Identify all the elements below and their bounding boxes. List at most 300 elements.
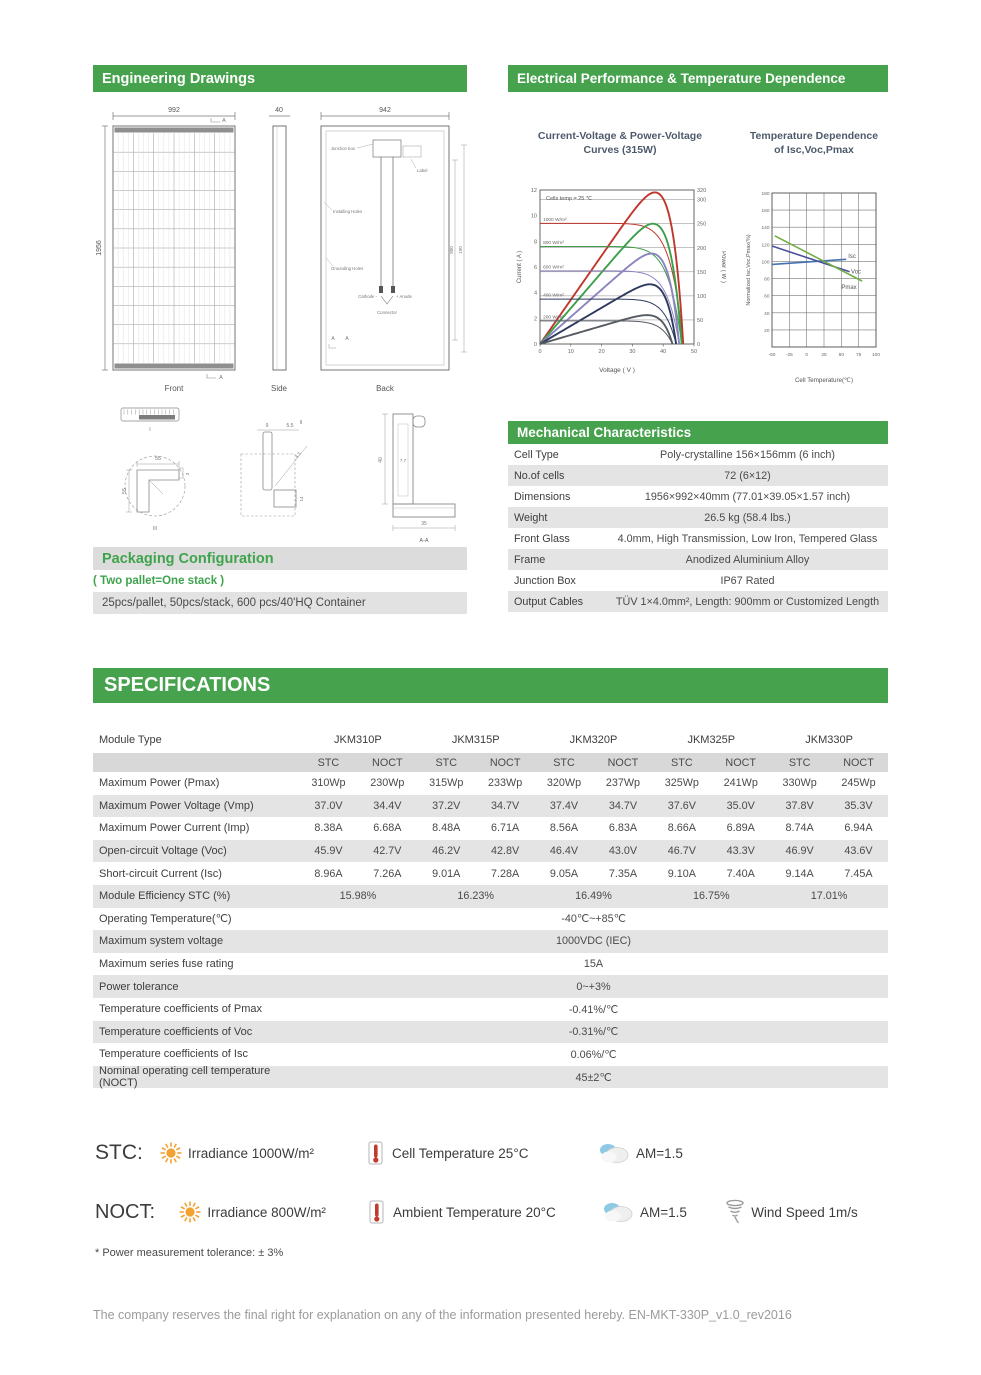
value-group — [770, 845, 888, 857]
model-value: 15.98% — [339, 890, 377, 903]
condition-header-noct: NOCT — [372, 756, 403, 769]
mech-row-label: Cell Type — [514, 448, 559, 461]
condition-row-noct — [95, 1199, 890, 1225]
mech-row-label: Output Cables — [514, 595, 584, 608]
junction-box-shape — [373, 140, 401, 157]
condition-item — [365, 1140, 597, 1166]
condition-item — [366, 1199, 601, 1225]
spec-row — [93, 840, 888, 863]
temp-x-tick: -25 — [785, 353, 793, 358]
temp-x-tick: 25 — [821, 353, 827, 358]
mech-row-label: Frame — [514, 553, 546, 566]
spec-row-label: Nominal operating cell temperature (NOCT) — [99, 1065, 271, 1090]
noct-value: 35.3V — [844, 799, 873, 812]
footer-text: The company reserves the final right for explanation on any of the information presented hereby. EN-MKT-330P_v1.0_rev2016 — [93, 1308, 792, 1322]
noct-value: 35.0V — [726, 799, 755, 812]
value-group — [652, 800, 770, 812]
condition-group — [417, 757, 535, 769]
shared-value: 1000VDC (IEC) — [555, 935, 631, 948]
spec-subheader-row — [93, 753, 888, 772]
mech-row — [508, 486, 888, 507]
iv-right-tick: 300 — [697, 197, 707, 204]
iv-x-tick: 20 — [598, 349, 605, 355]
stc-value: 315Wp — [429, 777, 464, 790]
front-width-dim: 992 — [168, 107, 180, 114]
mech-row-label: Weight — [514, 511, 548, 524]
iv-series-label: 1000 W/m² — [543, 217, 567, 223]
spec-header-models — [299, 727, 888, 753]
iv-left-tick: 4 — [533, 290, 537, 297]
corner-dim-small: 3 — [185, 472, 190, 476]
temp-y-tick: 60 — [764, 294, 770, 300]
stc-value: 46.4V — [549, 845, 579, 858]
temp-x-tick: 75 — [855, 353, 862, 358]
condition-item-text: AM=1.5 — [640, 1204, 687, 1220]
cross-dim-3: 4.3 — [293, 451, 302, 460]
stc-value: 9.10A — [667, 867, 696, 880]
value-group — [535, 822, 653, 834]
stc-value: 9.01A — [432, 867, 461, 880]
svg-rect — [379, 286, 383, 293]
value-group — [652, 777, 770, 789]
thermometer-icon — [365, 1140, 387, 1166]
stc-value: 8.48A — [432, 822, 461, 835]
iv-ylabel-left: Current ( A ) — [517, 250, 523, 284]
model-value: 16.23% — [457, 890, 494, 903]
mech-row-value: IP67 Rated — [720, 574, 775, 587]
spec-row — [93, 772, 888, 795]
temp-x-tick: -50 — [768, 353, 776, 358]
iv-xlabel: Voltage ( V ) — [599, 367, 635, 374]
noct-value: 7.26A — [373, 867, 402, 880]
grounding-holes-label: Grounding Holes — [331, 266, 364, 271]
spec-row-values — [299, 1021, 888, 1044]
shared-value: 0.06%/℃ — [570, 1048, 617, 1061]
condition-row-stc — [95, 1140, 890, 1166]
drawing-line — [326, 258, 333, 266]
iv-x-tick: 10 — [567, 349, 574, 355]
mech-row — [508, 549, 888, 570]
profile-dim-height: 40 — [378, 457, 384, 463]
iv-right-tick: 200 — [697, 245, 707, 252]
temp-ylabel: Normalized Isc,Voc,Pmax(%) — [746, 234, 752, 306]
stc-value: 330Wp — [782, 777, 817, 790]
noct-value: 42.8V — [491, 845, 520, 858]
stc-value: 8.56A — [549, 822, 579, 835]
condition-header-stc: STC — [671, 756, 693, 769]
value-group — [535, 868, 653, 880]
iv-right-tick: 100 — [697, 293, 707, 300]
cross-mark: II — [299, 420, 303, 426]
spec-row-label: Maximum series fuse rating — [99, 958, 234, 971]
section-header-specifications: SPECIFICATIONS — [93, 668, 888, 703]
svg-path — [211, 118, 220, 122]
mech-row — [508, 444, 888, 465]
svg-rect — [413, 416, 425, 427]
spec-row-label: Operating Temperature(℃) — [99, 913, 232, 926]
condition-header-stc: STC — [435, 756, 458, 769]
label-shape — [403, 146, 421, 157]
conditions-section — [95, 1140, 890, 1259]
noct-value: 34.4V — [373, 799, 402, 812]
noct-value: 43.6V — [844, 845, 873, 858]
packaging-section — [93, 547, 467, 614]
specifications-table — [93, 727, 888, 1088]
iv-chart-title — [514, 129, 726, 157]
value-group — [535, 845, 653, 857]
condition-item — [597, 1141, 747, 1165]
stc-value: 8.74A — [785, 822, 814, 835]
mechanical-section — [508, 421, 888, 612]
drawing-line — [357, 144, 373, 148]
condition-item-text: Irradiance 1000W/m² — [188, 1145, 315, 1161]
spec-row — [93, 795, 888, 818]
stc-value: 37.6V — [667, 799, 696, 812]
conditions-rows — [95, 1140, 890, 1225]
value-group — [770, 800, 888, 812]
back-dim-inner: 800 — [449, 246, 454, 254]
junction-box-label: Junction box — [330, 146, 355, 151]
condition-header-stc: STC — [788, 756, 811, 769]
corner-shape — [137, 470, 179, 512]
noct-value: 7.45A — [844, 867, 873, 880]
spec-row — [93, 908, 888, 931]
front-height-dim: 1956 — [96, 240, 103, 256]
value-group — [299, 822, 417, 834]
spec-row-label: Power tolerance — [99, 980, 179, 993]
value-group — [652, 822, 770, 834]
tolerance-note: * Power measurement tolerance: ± 3% — [95, 1247, 284, 1259]
svg-rect — [274, 490, 296, 507]
condition-group — [535, 757, 653, 769]
tornado-icon — [724, 1199, 746, 1225]
corner-dim-top: 55 — [154, 456, 162, 462]
engineering-details-figure — [93, 398, 467, 546]
iv-left-tick: 12 — [530, 188, 537, 194]
shared-value: 0~+3% — [576, 980, 611, 993]
temp-y-tick: 180 — [761, 192, 770, 197]
spec-row-values — [299, 953, 888, 976]
stc-value: 9.05A — [549, 867, 579, 880]
stc-value: 310Wp — [311, 777, 346, 790]
condition-item — [178, 1200, 366, 1224]
iv-left-tick: 6 — [533, 265, 537, 271]
condition-group — [299, 757, 417, 769]
svg-line — [149, 480, 163, 494]
back-section-mark-1: A — [331, 336, 335, 342]
value-group — [417, 868, 535, 880]
condition-header-stc: STC — [317, 756, 340, 769]
condition-header-stc: STC — [553, 756, 575, 769]
noct-value: 7.28A — [491, 867, 520, 880]
section-header-packaging: Packaging Configuration — [93, 547, 467, 570]
spec-row — [93, 885, 888, 908]
corner-mark: III — [152, 526, 158, 532]
model-value: 16.49% — [575, 890, 612, 903]
packaging-value: 25pcs/pallet, 50pcs/stack, 600 pcs/40'HQ Container — [93, 592, 467, 614]
condition-header-noct: NOCT — [725, 756, 757, 769]
label-label: Label — [417, 168, 428, 173]
iv-right-tick: 320 — [697, 188, 707, 194]
spec-subheader-cells — [299, 753, 888, 772]
model-name: JKM325P — [687, 734, 736, 746]
value-group — [417, 822, 535, 834]
section-header-mechanical: Mechanical Characteristics — [508, 421, 888, 444]
stc-value: 8.66A — [667, 822, 696, 835]
temp-series-isc — [772, 259, 846, 264]
engineering-drawings-figure — [93, 100, 467, 394]
noct-value: 6.71A — [491, 822, 520, 835]
temp-y-tick: 160 — [761, 209, 770, 215]
stc-value: 8.38A — [314, 822, 343, 835]
value-group — [417, 800, 535, 812]
mech-row-label: No.of cells — [514, 469, 565, 482]
profile-dim-inner: 7.7 — [399, 458, 407, 463]
stc-value: 46.9V — [785, 845, 814, 858]
cross-dim-2: 5.5 — [286, 423, 294, 429]
value-group — [299, 800, 417, 812]
model-name: JKM320P — [569, 734, 618, 746]
cross-dim-1: 9 — [265, 423, 269, 429]
section-header-electrical: Electrical Performance & Temperature Dependence — [508, 65, 888, 92]
mech-row-value: 4.0mm, High Transmission, Low Iron, Tempered Glass — [617, 532, 878, 545]
packaging-subtitle: ( Two pallet=One stack ) — [93, 575, 225, 587]
model-group — [652, 734, 770, 746]
temp-x-tick: 0 — [805, 353, 809, 358]
svg-rect — [393, 504, 455, 517]
back-section-mark-2: A — [345, 336, 349, 342]
condition-item-text: AM=1.5 — [636, 1145, 683, 1161]
thermometer-icon — [366, 1199, 388, 1225]
spec-row-values — [299, 1043, 888, 1066]
iv-right-tick: 250 — [697, 221, 707, 228]
svg-rect — [326, 131, 444, 365]
noct-value: 34.7V — [491, 799, 520, 812]
temp-x-tick: 100 — [871, 353, 881, 358]
iv-x-tick: 50 — [690, 349, 698, 355]
shared-value: -0.41%/℃ — [568, 1003, 619, 1016]
condition-item-text: Cell Temperature 25°C — [392, 1145, 529, 1161]
spec-row — [93, 975, 888, 998]
svg-rect — [321, 126, 449, 370]
spec-row-label: Open-circuit Voltage (Voc) — [99, 845, 227, 858]
spec-row-values — [299, 862, 888, 885]
spec-row-values — [299, 817, 888, 840]
temp-y-tick: 100 — [761, 260, 770, 266]
iv-chart-title-line1: Current-Voltage & Power-Voltage — [537, 130, 703, 142]
mech-row-label: Junction Box — [514, 574, 576, 587]
spec-row-label: Maximum Power Voltage (Vmp) — [99, 799, 254, 812]
iv-right-tick: 150 — [697, 269, 707, 276]
temp-xlabel: Cell Temperature(℃) — [794, 377, 854, 384]
model-group — [417, 734, 535, 746]
cloud-icon — [597, 1141, 631, 1165]
cloud-icon — [601, 1200, 635, 1224]
shared-value: 45±2℃ — [575, 1071, 612, 1084]
spec-row-label: Short-circuit Current (Isc) — [99, 867, 222, 880]
mech-row-value: 26.5 kg (58.4 lbs.) — [704, 511, 791, 524]
spec-row — [93, 817, 888, 840]
stc-value: 37.2V — [432, 799, 461, 812]
spec-row-label: Maximum Power Current (Imp) — [99, 822, 250, 835]
stc-value: 9.14A — [785, 867, 814, 880]
temp-series-label: Voc — [851, 269, 862, 276]
mech-row — [508, 570, 888, 591]
spec-row-label: Module Efficiency STC (%) — [99, 890, 231, 903]
mech-row-value: Poly-crystalline 156×156mm (6 inch) — [660, 448, 835, 461]
back-width-dim: 942 — [379, 107, 391, 114]
shared-value: 15A — [583, 958, 604, 971]
sun-icon — [159, 1141, 183, 1165]
condition-item-text: Ambient Temperature 20°C — [393, 1204, 556, 1220]
svg-rect — [139, 415, 175, 420]
temp-chart-title-line1: Temperature Dependence — [749, 130, 879, 142]
noct-value: 233Wp — [488, 777, 523, 790]
spec-row — [93, 862, 888, 885]
temp-x-tick: 50 — [838, 353, 845, 358]
anode-label: + Anode — [396, 294, 412, 299]
condition-group — [652, 757, 770, 769]
spec-row-label: Maximum system voltage — [99, 935, 224, 948]
thermometer-icon — [365, 1140, 387, 1166]
profile-caption: A-A — [419, 538, 429, 544]
iv-left-tick: 10 — [530, 213, 537, 220]
stc-value: 46.2V — [432, 845, 461, 858]
temperature-dependence-chart — [744, 177, 884, 391]
value-group — [770, 777, 888, 789]
noct-value: 43.0V — [608, 845, 638, 858]
iv-series-label: 200 W/m² — [543, 315, 564, 321]
value-group — [770, 822, 888, 834]
cloud-icon — [601, 1200, 635, 1224]
noct-value: 6.89A — [726, 822, 755, 835]
condition-item — [724, 1199, 890, 1225]
temp-series-label: Pmax — [841, 284, 857, 291]
stc-value: 320Wp — [546, 777, 582, 790]
condition-header-noct: NOCT — [489, 756, 521, 769]
condition-item — [159, 1141, 365, 1165]
spec-header-row — [93, 727, 888, 753]
noct-value: 7.35A — [608, 867, 638, 880]
svg-path — [329, 344, 336, 348]
sun-icon — [178, 1200, 202, 1224]
noct-value: 6.68A — [373, 822, 402, 835]
value-group — [417, 777, 535, 789]
model-name: JKM310P — [334, 734, 382, 746]
iv-left-tick: 0 — [533, 342, 537, 348]
spec-row-values — [299, 908, 888, 931]
value-group — [535, 800, 653, 812]
shared-value: -40℃~+85℃ — [561, 913, 626, 926]
temp-chart-title-line2: of Isc,Voc,Pmax — [774, 144, 854, 157]
iv-series-label: 400 W/m² — [543, 293, 564, 299]
model-name: JKM315P — [451, 734, 500, 746]
front-section-mark-top: A — [222, 118, 226, 124]
noct-value: 43.3V — [726, 845, 755, 858]
condition-item-text: Wind Speed 1m/s — [751, 1204, 858, 1220]
stc-value: 8.96A — [314, 867, 343, 880]
tornado-icon — [724, 1199, 746, 1225]
cross-bar-shape — [263, 432, 272, 490]
noct-value: 230Wp — [370, 777, 405, 790]
mech-row — [508, 507, 888, 528]
svg-path — [207, 374, 216, 378]
mech-row — [508, 591, 888, 612]
value-group — [652, 845, 770, 857]
mech-row — [508, 528, 888, 549]
svg-rect — [391, 286, 395, 293]
mech-row-value: 72 (6×12) — [724, 469, 771, 482]
temp-y-tick: 20 — [764, 328, 770, 334]
noct-value: 34.7V — [608, 799, 638, 812]
mech-row — [508, 465, 888, 486]
spec-row — [93, 930, 888, 953]
svg-rect — [273, 126, 286, 370]
stc-label: STC: — [95, 1141, 143, 1164]
noct-value: 241Wp — [723, 777, 758, 790]
spec-row — [93, 1021, 888, 1044]
noct-value: 42.7V — [373, 845, 402, 858]
noct-value: 7.40A — [726, 867, 755, 880]
model-value: 16.75% — [692, 890, 730, 903]
installing-holes-label: Installing Holes — [333, 209, 363, 214]
stc-value: 325Wp — [664, 777, 699, 790]
specifications-section — [93, 668, 888, 1088]
spec-row — [93, 998, 888, 1021]
value-group — [299, 777, 417, 789]
spec-row — [93, 1066, 888, 1089]
temp-y-tick: 120 — [761, 243, 770, 249]
back-caption: Back — [376, 384, 394, 393]
iv-right-tick: 0 — [697, 342, 701, 348]
value-group — [299, 868, 417, 880]
temp-y-tick: 40 — [764, 311, 770, 317]
iv-right-tick: 50 — [697, 317, 704, 324]
iv-x-tick: 0 — [538, 349, 542, 355]
thermometer-icon — [366, 1199, 388, 1225]
drawing-line — [411, 159, 416, 168]
module-type-label: Module Type — [99, 734, 162, 746]
mech-row-value: TÜV 1×4.0mm², Length: 900mm or Customized Length — [615, 595, 880, 608]
connector-label: Connector — [377, 310, 397, 315]
spec-row-values — [299, 975, 888, 998]
iv-left-tick: 8 — [533, 239, 537, 246]
condition-header-noct: NOCT — [843, 756, 874, 769]
cathode-label: Cathode - — [358, 294, 377, 299]
model-group — [535, 734, 653, 746]
noct-value: 245Wp — [841, 777, 876, 790]
noct-label: NOCT: — [95, 1200, 155, 1223]
cloud-icon — [597, 1141, 631, 1165]
iv-left-tick: 2 — [533, 316, 537, 323]
drawing-line — [324, 202, 332, 210]
iv-series-label: 600 W/m² — [543, 265, 564, 271]
side-width-dim: 40 — [275, 107, 283, 114]
electrical-section — [508, 65, 888, 421]
mech-row-label: Dimensions — [514, 490, 571, 503]
temp-series-label: Isc — [848, 254, 856, 261]
stc-value: 37.0V — [314, 799, 343, 812]
front-section-mark-bottom: A — [219, 375, 223, 381]
mech-row-label: Front Glass — [514, 532, 570, 545]
model-value: 17.01% — [810, 890, 848, 903]
iv-series-label: 800 W/m² — [543, 240, 564, 246]
noct-value: 6.83A — [608, 822, 638, 835]
condition-group — [770, 757, 888, 769]
svg-path — [381, 296, 393, 304]
value-group — [417, 845, 535, 857]
mech-row-value: Anodized Aluminium Alloy — [685, 553, 810, 566]
